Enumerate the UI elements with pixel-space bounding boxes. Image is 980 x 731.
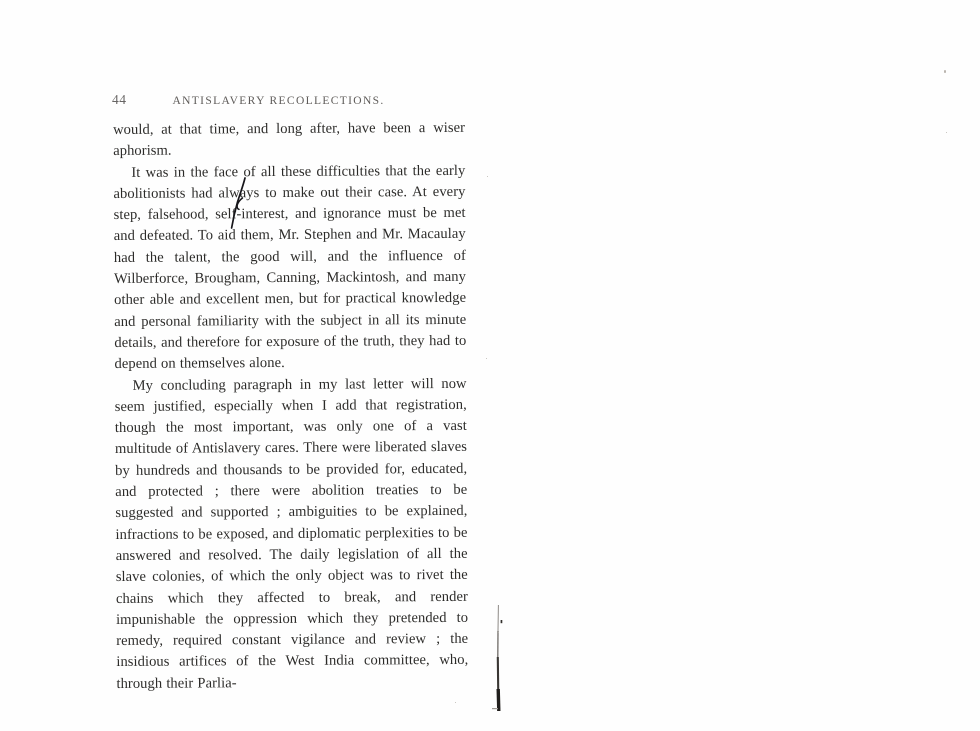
book-page-recto: [490, 0, 980, 731]
running-head-verso: [112, 92, 464, 108]
paragraph: would, at that time, and long after, have been a wiser aphorism.: [113, 119, 466, 160]
folio-number-verso: 44: [112, 92, 127, 107]
body-text-verso: [113, 118, 469, 695]
paragraph: My concluding paragraph in my last letter will now seem justified, especially when I add that registration, though the most important, was only one of a vast multitude of Antislavery cares. There were liberated slaves by hundreds and thousands to be provided for, educated, and protected ; there were abolition treaties to be suggested and supported ; ambiguities to be explained, infractions to be exposed, and diplomatic perplexities to be answered and resolved. The daily legislation of all the slave colonies, of which the only object was to rivet the chains which they affected to break, and render impunishable the oppression which they pretended to remedy, required constant vigilance and review ; the insidious artifices of the West India committee, who, through their Parlia-: [114, 375, 469, 692]
running-title-verso: ANTISLAVERY RECOLLECTIONS.: [172, 95, 385, 107]
paragraph: It was in the face of all these difficulties that the early abolitionists had always to make out their case. At every step, falsehood, self-interest, and ignorance must be met and defeated. To aid them, Mr. Stephen and Mr. Macaulay had the talent, the good will, and the influence of Wilberforce, Brougham, Canning, Mackintosh, and many other able and excellent men, but for practical knowledge and personal familiarity with the subject in all its minute details, and therefore for exposure of the truth, they had to depend on themselves alone.: [113, 162, 467, 373]
